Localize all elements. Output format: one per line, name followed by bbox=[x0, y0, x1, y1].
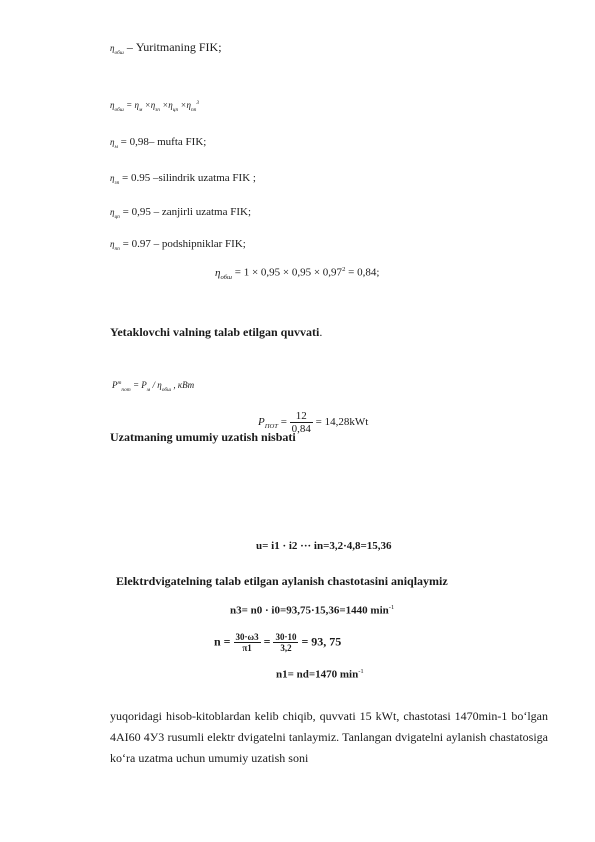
power-formula-general: $P^т_{пот} = P_м / \eta_{обш}$ , кВт bbox=[112, 380, 195, 393]
selected-speed-text: n1= nd=1470 min bbox=[276, 668, 359, 681]
heading-motor-speed: Elektrdvigatelning talab etilgan aylanish chastotasini aniqlaymiz bbox=[116, 574, 448, 588]
conclusion-paragraph: yuqoridagi hisob-kitoblardan kelib chiqib, quvvati 15 kWt, chastotasi 1470min-1 bo‘lgan 4AI60 4У3 rusumli elektr dvigatelni tanlaymiz. Tanlangan dvigatelni aylanish chastatosiga ko‘ra uzatma uchun umumiy uzatish soni bbox=[110, 709, 548, 765]
motor-speed-calculation-exponent: -1 bbox=[388, 604, 395, 611]
eta-total-calc-symbol: $\eta_{обш}$ bbox=[215, 266, 232, 281]
output-speed-fraction-1 bbox=[234, 632, 261, 653]
eta-total-calc-exponent: 2 bbox=[342, 266, 346, 273]
eta-total-calc-expression: = 1 × 0,95 × 0,95 × 0,97 bbox=[234, 266, 343, 279]
eta-product-formula: $\eta_{обш} = \eta_м \times\eta_{зп} \times\eta_{цп} \times\eta_{пп}^3$ bbox=[110, 100, 200, 113]
motor-speed-calculation-text: n3= n0 · i0=93,75·15,36=1440 min bbox=[230, 604, 389, 617]
eta-chain-text: = 0,95 – zanjirli uzatma FIK; bbox=[122, 206, 252, 218]
eta-total-calculation bbox=[215, 266, 379, 281]
output-speed-fraction-2 bbox=[273, 632, 298, 653]
ratio-calculation-text: u= i1 · i2 ··· in=3,2·4,8=15,36 bbox=[256, 540, 392, 552]
output-speed-fraction-1-num: 30·ω3 bbox=[235, 632, 259, 642]
eta-bearing-text: = 0.97 – podshipniklar FIK; bbox=[122, 238, 246, 250]
output-speed-fraction-2-num: 30·10 bbox=[275, 632, 297, 642]
power-symbol: $P_{ПОТ}$ bbox=[258, 416, 278, 431]
output-speed-fraction-2-den: 3,2 bbox=[280, 643, 292, 653]
power-result: = 14,28kWt bbox=[315, 416, 369, 429]
power-numerator: 12 bbox=[290, 410, 313, 423]
heading-required-power bbox=[110, 325, 322, 340]
eta-cylindrical-symbol: $\eta_{зп}$ bbox=[110, 173, 120, 186]
eta-bearing-symbol: $\eta_{пп}$ bbox=[110, 239, 120, 252]
output-speed-label: n = bbox=[214, 634, 231, 649]
output-speed-fraction-1-den: π1 bbox=[242, 643, 252, 653]
eta-bearing-line bbox=[110, 238, 246, 252]
eta-chain-symbol: $\eta_{цп}$ bbox=[110, 207, 120, 220]
output-speed-result: = 93, 75 bbox=[301, 634, 342, 649]
eta-total-symbol: $\eta_{обш}$ bbox=[110, 43, 124, 56]
ratio-calculation bbox=[256, 540, 392, 552]
eta-coupling-text: = 0,98– mufta FIK; bbox=[120, 136, 207, 148]
heading-required-power-text: Yetaklovchi valning talab etilgan quvvati bbox=[110, 325, 320, 339]
selected-speed-exponent: -1 bbox=[358, 668, 364, 675]
eta-total-calc-result: = 0,84; bbox=[345, 266, 380, 279]
eta-coupling-line bbox=[110, 136, 206, 150]
power-denominator: 0,84 bbox=[291, 423, 311, 435]
eta-coupling-symbol: $\eta_м$ bbox=[110, 137, 118, 150]
power-calculation: $P_{ПОТ}$ = $\frac{12}{0,84}$ = 14,28kWt bbox=[258, 410, 369, 435]
motor-speed-calculation bbox=[230, 604, 394, 617]
output-speed-formula: n = $\frac{30\cdot\omega 3}{\pi 1}$ = $\frac{30\cdot 10}{3,2}$ = 93, 75 bbox=[214, 632, 342, 653]
selected-speed-line bbox=[276, 668, 364, 681]
heading-required-power-dot: . bbox=[319, 325, 323, 339]
eta-cylindrical-line bbox=[110, 172, 256, 186]
eta-total-label: – Yuritmaning FIK; bbox=[126, 40, 222, 54]
eta-cylindrical-text: = 0.95 –silindrik uzatma FIK ; bbox=[122, 172, 256, 184]
eta-total-definition bbox=[110, 40, 222, 56]
heading-total-ratio: Uzatmaning umumiy uzatish nisbati bbox=[110, 430, 296, 444]
eta-chain-line bbox=[110, 206, 251, 220]
